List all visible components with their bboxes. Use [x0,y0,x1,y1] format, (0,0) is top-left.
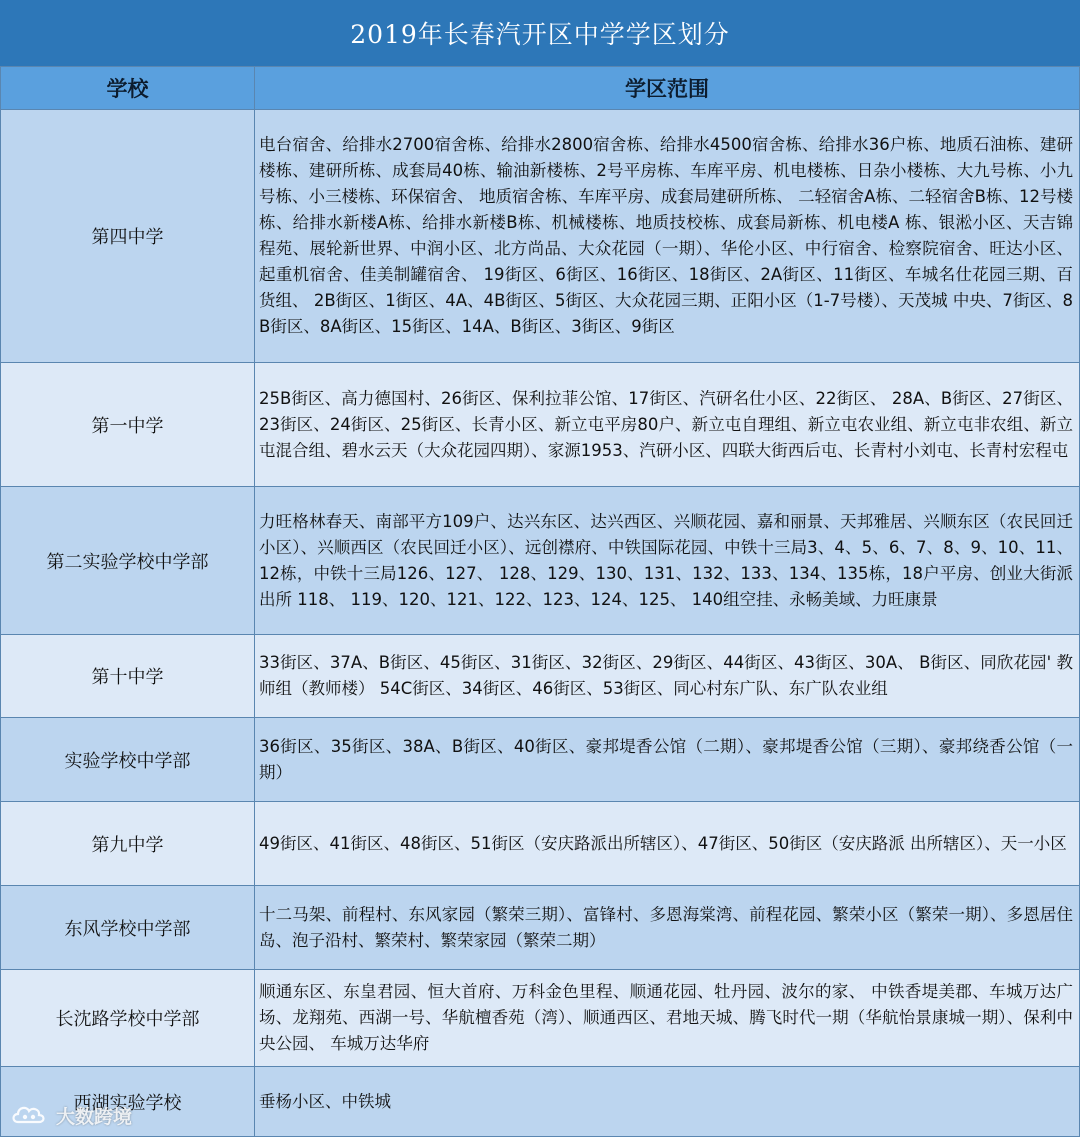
school-name: 东风学校中学部 [1,886,255,970]
table-row [1,970,1080,1067]
table-row [1,802,1080,886]
table-row [1,886,1080,970]
district-range: 垂杨小区、中铁城 [255,1067,1080,1137]
watermark-text: 大数跨境 [56,1105,133,1128]
column-header-range: 学区范围 [255,67,1080,110]
table-row [1,110,1080,363]
school-name: 长沈路学校中学部 [1,970,255,1067]
table-row [1,718,1080,802]
page-title: 2019年长春汽开区中学学区划分 [0,0,1080,66]
district-range: 力旺格林春天、南部平方109户、达兴东区、达兴西区、兴顺花园、嘉和丽景、天邦雅居、兴顺东区（农民回迁小区）、兴顺西区（农民回迁小区）、远创襟府、中铁国际花园、中铁十三局3、4、5、6、7、8、9、10、11、12栋，中铁十三局126、127、 128、129、130、131、132、133、134、135栋，18户平房、创业大街派出所 118、 119、120、121、122、123、124、125、 140组空挂、永畅美域、力旺康景 [255,487,1080,635]
table-row [1,487,1080,635]
school-name: 第二实验学校中学部 [1,487,255,635]
district-range: 36街区、35街区、38A、B街区、40街区、豪邦堤香公馆（二期）、豪邦堤香公馆（三期）、豪邦绕香公馆（一期） [255,718,1080,802]
school-name: 实验学校中学部 [1,718,255,802]
school-name: 第十中学 [1,635,255,718]
table-row [1,635,1080,718]
school-name: 西湖实验学校 [1,1067,255,1137]
district-table [0,66,1080,1137]
cloud-logo-icon [10,1102,50,1128]
school-name: 第一中学 [1,363,255,487]
header-row [1,67,1080,110]
district-range: 33街区、37A、B街区、45街区、31街区、32街区、29街区、44街区、43街区、30A、 B街区、同欣花园' 教师组（教师楼） 54C街区、34街区、46街区、53街区、同心村东广队、东广队农业组 [255,635,1080,718]
table-row [1,1067,1080,1137]
column-header-school: 学校 [1,67,255,110]
district-range: 49街区、41街区、48街区、51街区（安庆路派出所辖区）、47街区、50街区（安庆路派 出所辖区）、天一小区 [255,802,1080,886]
district-range: 顺通东区、东皇君园、恒大首府、万科金色里程、顺通花园、牡丹园、波尔的家、 中铁香堤美郡、车城万达广场、龙翔苑、西湖一号、华航檀香苑（湾）、顺通西区、君地天城、腾飞时代一期（华航怡景康城一期）、保利中央公园、 车城万达华府 [255,970,1080,1067]
school-name: 第四中学 [1,110,255,363]
school-name: 第九中学 [1,802,255,886]
district-range: 电台宿舍、给排水2700宿舍栋、给排水2800宿舍栋、给排水4500宿舍栋、给排水36户栋、地质石油栋、建研楼栋、建研所栋、成套局40栋、输油新楼栋、2号平房栋、车库平房、机电楼栋、日杂小楼栋、大九号栋、小九号栋、小三楼栋、环保宿舍、 地质宿舍栋、车库平房、成套局建研所栋、 二轻宿舍A栋、二轻宿舍B栋、12号楼栋、给排水新楼A栋、给排水新楼B栋、机械楼栋、地质技校栋、成套局新栋、机电楼A 栋、银淞小区、天吉锦程苑、展轮新世界、中润小区、北方尚品、大众花园（一期）、华伦小区、中行宿舍、检察院宿舍、旺达小区、起重机宿舍、佳美制罐宿舍、 19街区、6街区、16街区、18街区、2A街区、11街区、车城名仕花园三期、百货组、 2B街区、1街区、4A、4B街区、5街区、大众花园三期、正阳小区（1-7号楼）、天茂城 中央、7街区、8B街区、8A街区、15街区、14A、B街区、3街区、9街区 [255,110,1080,363]
watermark [10,1100,132,1130]
district-range: 25B街区、高力德国村、26街区、保利拉菲公馆、17街区、汽研名仕小区、22街区、 28A、B街区、27街区、23街区、24街区、25街区、长青小区、新立屯平房80户、新立屯自理组、新立屯农业组、新立屯非农组、新立屯混合组、碧水云天（大众花园四期）、家源1953、汽研小区、四联大街西后屯、长青村小刘屯、长青村宏程屯 [255,363,1080,487]
table-row [1,363,1080,487]
district-range: 十二马架、前程村、东风家园（繁荣三期）、富锋村、多恩海棠湾、前程花园、繁荣小区（繁荣一期）、多恩居住岛、泡子沿村、繁荣村、繁荣家园（繁荣二期） [255,886,1080,970]
